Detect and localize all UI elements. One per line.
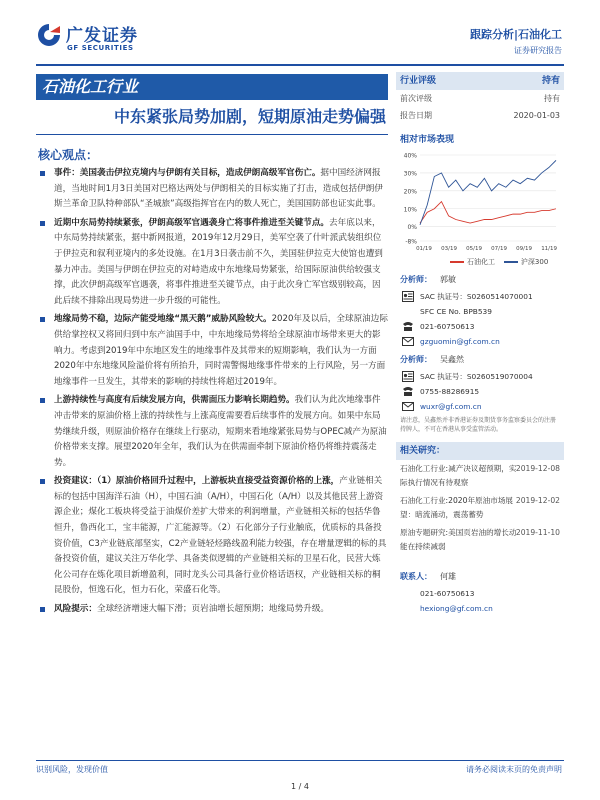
report-headline: 中东紧张局势加剧，短期原油走势偏强 (113, 107, 386, 126)
prev-rating-row (396, 90, 564, 107)
analyst-name: 吴鑫然 (440, 355, 464, 364)
logo-cn: 广发证券 (66, 26, 138, 46)
contact-phone-text: 021-60750613 (420, 589, 475, 598)
bullet-text: 我们认为此次地缘事件冲击带来的原油价格上涨的持续性与上涨高度需要看后续事件的发展方向。如果中东局势继续升级，则原油价格存在继续上行驱动，短期来看地缘紧张局势与OPEC减产为原油价格带来支撑。展望2020年全年，我们认为在供需面牵制下原油价格仍将维持震荡走势。 (54, 395, 387, 468)
series-line-1 (420, 160, 556, 225)
related-item-date: 2019-11-10 (515, 528, 560, 537)
page-header (0, 0, 600, 60)
id-card-icon (402, 371, 414, 382)
related-item-title[interactable]: 石油化工行业:2020年原油市场展望：暗流涌动，震荡蓄势 (400, 496, 514, 519)
bullet-lead: 近期中东局势持续紧张，伊朗高级军官遇袭身亡将事件推进至关键节点。 (54, 217, 330, 228)
bullet-lead: 上游持续性与高度有后续发展方向，供需面压力影响长期趋势。 (54, 395, 295, 406)
rating-label: 行业评级 (400, 76, 437, 86)
bullet-text: 据中国经济网报道，当地时间1月3日美国对巴格达两处与伊朗相关的目标实施了打击，造成包括伊朗伊斯兰革命卫队特种部队“圣城旅”高级指挥官在内的数人死亡，美国国防部也证实此事。 (54, 168, 383, 210)
bullet-lead: 投资建议：（1）原油价格回升过程中，上游板块直接受益资源价格的上涨， (54, 476, 340, 487)
analyst-name: 郭敏 (440, 275, 456, 284)
phone-icon (402, 321, 414, 332)
analyst-block (396, 271, 564, 349)
footer-divider (36, 760, 564, 761)
analyst-role: 分析师： (400, 275, 432, 284)
bullet-lead: 风险提示： (54, 604, 97, 615)
report-date-row (396, 107, 564, 124)
analyst-email-link[interactable]: wuxr@gf.com.cn (420, 402, 482, 411)
mail-icon (402, 336, 414, 347)
core-view-title: 核心观点： (38, 148, 99, 162)
analyst-sac (396, 369, 564, 384)
related-item-date: 2019-12-08 (515, 464, 560, 473)
phone-icon (402, 386, 414, 397)
bullet-text: 去年底以来，中东局势持续紧张，据中新网报道，2019年12月29日，美军空袭了什叶派武装组织位于伊拉克和叙利亚境内的多处设施。在1月3日袭击前不久，美国驻伊拉克大使馆也遭到暴力冲击。美国与伊朗在伊拉克的对峙造成中东地缘局势紧张，给国际原油供给较强支撑，此次伊朗高级军官遇袭，将事件推进至关键节点，由于此次身亡军官级别较高，因此后续不排除出现局势进一步升级的可能性。 (54, 217, 383, 306)
core-view-body (38, 166, 388, 621)
id-card-icon (402, 291, 414, 302)
bullet-lead: 地缘局势不稳，边际产能受地缘“黑天鹅”威胁风险较大。 (54, 314, 272, 325)
contact-email[interactable] (396, 601, 564, 616)
legend-label-petrochem: 石油化工 (467, 258, 495, 266)
analyst-sfc (396, 304, 564, 319)
sidebar (396, 72, 564, 616)
contact-name: 何雄 (440, 572, 456, 581)
industry-title: 石油化工行业 (36, 74, 388, 100)
chart-legend (450, 257, 560, 267)
bullet-item (38, 216, 388, 310)
legend-swatch-petrochem (450, 261, 464, 263)
bullet-text: 产业链相关标的包括中国海洋石油（H），中国石油（A/H），中国石化（A/H）以及其他民营上游资源企业；煤化工板块将受益于油煤价差扩大带来的利润增量，产业链相关标的包括华鲁恒升，鲁西化工，宝丰能源，广汇能源等。（2）石化部分子行业触底，优质标的具备投资价值，C3产业链底部坚实，C2产业链轻烃路线盈利能力较强，存在增量逻辑的标的具备投资价值，建议关注万华化学、具备类似逻辑的产业链相关标的卫星石化，民营大炼化公司存在炼化项目新增盈利，同时龙头公司具备行业价格话语权，产业链相关标的桐昆股份，恒逸石化，恒力石化，荣盛石化等。 (54, 476, 387, 596)
bullet-item (38, 166, 388, 213)
analyst-sfc-text: SFC CE No. BPB539 (420, 307, 492, 316)
analyst-phone (396, 319, 564, 334)
bullet-text: 2020年及以后，全球原油边际供给掌控权又将回归到中东产油国手中，中东地缘局势将给全球原油市场带来更大的影响力。考虑到2019年中东地区发生的地缘事件及其带来的短期影响，我们认为一方面2020年中东地缘风险溢价将有所抬升，同时需警惕地缘事件带来的上行风险，另一方面地缘事件一旦发生，其带来的影响的持续性将超过2019年。 (54, 314, 388, 387)
gf-logo-icon (36, 22, 62, 48)
market-chart-svg (396, 149, 564, 253)
mail-icon (402, 401, 414, 412)
report-type: 跟踪分析|石油化工 (469, 28, 562, 41)
footer-disclaimer-note: 请务必阅读末页的免责声明 (466, 765, 562, 774)
y-tick-label: 30% (403, 170, 417, 178)
analyst-phone-text: 021-60750613 (420, 322, 475, 331)
related-item-title[interactable]: 石油化工行业:减产决议超预期，实际执行情况有待观察 (400, 464, 517, 487)
bullet-item (38, 312, 388, 390)
contact-email-link[interactable]: hexiong@gf.com.cn (420, 604, 493, 613)
legend-swatch-hs300 (504, 261, 518, 263)
market-chart (396, 149, 564, 269)
analyst-block (396, 351, 564, 414)
report-date-label: 报告日期 (400, 111, 432, 120)
rating-value: 持有 (541, 76, 560, 86)
bullet-item (38, 474, 388, 599)
company-logo (36, 20, 166, 60)
rating-header (396, 72, 564, 90)
x-tick-label: 03/19 (441, 246, 457, 252)
related-research-title: 相关研究： (396, 442, 564, 460)
logo-en: GF SECURITIES (67, 44, 134, 52)
analyst-phone (396, 384, 564, 399)
analyst-phone-text: 0755-88286915 (420, 387, 480, 396)
related-item-date: 2019-12-02 (515, 496, 560, 505)
y-tick-label: 10% (403, 206, 417, 214)
analyst-sac-text: SAC 执证号：S0260519070004 (420, 372, 533, 381)
y-tick-label: 20% (403, 188, 417, 196)
report-subtype: 证券研究报告 (514, 46, 562, 55)
contact-label: 联系人： (400, 572, 432, 581)
y-tick-label: 40% (403, 152, 417, 160)
x-tick-label: 09/19 (516, 246, 533, 252)
bullet-text: 全球经济增速大幅下滑；页岩油增长超预期；地缘局势升级。 (96, 604, 330, 615)
analyst-sac-text: SAC 执证号：S0260514070001 (420, 292, 533, 301)
contact-block (396, 568, 564, 616)
legend-label-hs300: 沪深300 (520, 258, 549, 266)
bullet-item (38, 393, 388, 471)
x-tick-label: 05/19 (466, 246, 482, 252)
series-line-0 (420, 202, 556, 224)
analyst-disclaimer: 请注意，吴鑫然并非香港证券及期货事务监察委员会的注册持牌人，不可在香港从事受监管活动。 (400, 417, 557, 433)
y-tick-label: 0% (407, 224, 417, 232)
report-date-value: 2020-01-03 (513, 111, 560, 120)
analyst-sac (396, 289, 564, 304)
x-tick-label: 01/19 (416, 246, 432, 252)
contact-phone (396, 586, 564, 601)
y-tick-label: -8% (405, 238, 417, 246)
bullet-lead: 事件：美国袭击伊拉克境内与伊朗有关目标，造成伊朗高级军官伤亡。 (54, 168, 321, 178)
x-tick-label: 07/19 (491, 246, 508, 252)
bullet-item (38, 602, 388, 618)
prev-rating-value: 持有 (544, 94, 560, 103)
analyst-email-link[interactable]: gzguomin@gf.com.cn (420, 337, 500, 346)
x-tick-label: 11/19 (541, 246, 558, 252)
related-item-title[interactable]: 原油专题研究:美国页岩油的增长动能在持续减弱 (400, 528, 517, 551)
analyst-email[interactable] (396, 399, 564, 414)
headline-divider (36, 134, 388, 135)
footer-slogan: 识别风险，发现价值 (36, 765, 108, 774)
related-item[interactable] (396, 492, 564, 524)
analyst-role: 分析师： (400, 355, 432, 364)
page-number: 1 / 4 (291, 782, 309, 791)
related-item[interactable] (396, 524, 564, 556)
market-chart-title: 相对市场表现 (400, 135, 455, 145)
header-divider (36, 64, 564, 66)
related-item[interactable] (396, 460, 564, 492)
prev-rating-label: 前次评级 (400, 94, 432, 103)
analyst-email[interactable] (396, 334, 564, 349)
